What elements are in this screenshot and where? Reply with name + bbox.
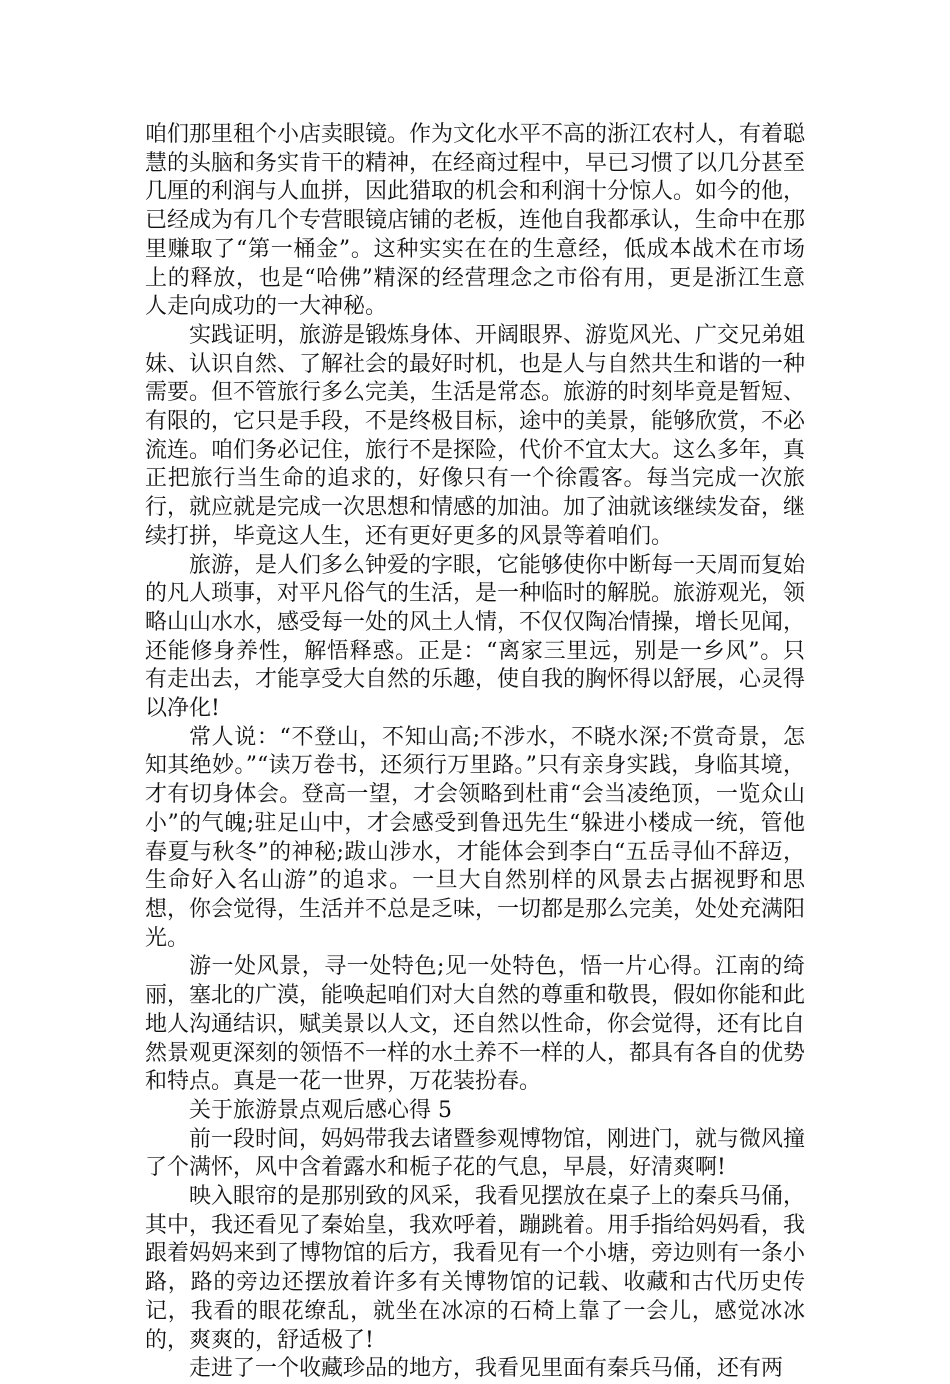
paragraph-6: 前一段时间，妈妈带我去诸暨参观博物馆，刚进门，就与微风撞了个满怀，风中含着露水和栀子花的气息，早晨，好清爽啊! (145, 1126, 806, 1181)
section-heading: 关于旅游景点观后感心得 5 (189, 1097, 452, 1123)
paragraph-5: 游一处风景，寻一处特色;见一处特色，悟一片心得。江南的绮丽，塞北的广漠，能唤起咱们对大自然的尊重和敬畏，假如你能和此地人沟通结识，赋美景以人文，还自然以性命，你会觉得，还有比自然景观更深刻的领悟不一样的水土养不一样的人，都具有各自的优势和特点。真是一花一世界，万花装扮春。 (145, 954, 806, 1095)
paragraph-3: 旅游，是人们多么钟爱的字眼，它能够使你中断每一天周而复始的凡人琐事，对平凡俗气的生活，是一种临时的解脱。旅游观光，领略山山水水，感受每一处的风土人情，不仅仅陶冶情操，增长见闻，还能修身养性，解悟释惑。正是：“离家三里远，别是一乡风”。只有走出去，才能享受大自然的乐趣，使自我的胸怀得以舒展，心灵得以净化! (145, 552, 806, 722)
paragraph-7: 映入眼帘的是那别致的风采，我看见摆放在桌子上的秦兵马俑，其中，我还看见了秦始皇，我欢呼着，蹦跳着。用手指给妈妈看，我跟着妈妈来到了博物馆的后方，我看见有一个小塘，旁边则有一条小路，路的旁边还摆放着许多有关博物馆的记载、收藏和古代历史传记，我看的眼花缭乱，就坐在冰凉的石椅上靠了一会儿，感觉冰冰的，爽爽的，舒适极了! (145, 1184, 806, 1353)
paragraph-4: 常人说：“不登山，不知山高;不涉水，不晓水深;不赏奇景，怎知其绝妙。”“读万卷书，还须行万里路。”只有亲身实践，身临其境，才有切身体会。登高一望，才会领略到杜甫“会当凌绝顶，一览众山小”的气魄;驻足山中，才会感受到鲁迅先生“躲进小楼成一统，管他春夏与秋冬”的神秘;跋山涉水，才能体会到李白“五岳寻仙不辞迈，生命好入名山游”的追求。一旦大自然别样的风景去占据视野和思想，你会觉得，生活并不总是乏味，一切都是那么完美，处处充满阳光。 (145, 724, 806, 951)
paragraph-8: 走进了一个收藏珍品的地方，我看见里面有秦兵马俑，还有两 (189, 1356, 784, 1382)
paragraph-2: 实践证明，旅游是锻炼身体、开阔眼界、游览风光、广交兄弟姐妹、认识自然、了解社会的最好时机，也是人与自然共生和谐的一种需要。但不管旅行多么完美，生活是常态。旅游的时刻毕竟是暂短、有限的，它只是手段，不是终极目标，途中的美景，能够欣赏，不必流连。咱们务必记住，旅行不是探险，代价不宜太大。这么多年，真正把旅行当生命的追求的，好像只有一个徐霞客。每当完成一次旅行，就应就是完成一次思想和情感的加油。加了油就该继续发奋，继续打拼，毕竟这人生，还有更好更多的风景等着咱们。 (145, 322, 806, 549)
paragraph-1: 咱们那里租个小店卖眼镜。作为文化水平不高的浙江农村人，有着聪慧的头脑和务实肯干的精神，在经商过程中，早已习惯了以几分甚至几厘的利润与人血拼，因此猎取的机会和利润十分惊人。如今的他，已经成为有几个专营眼镜店铺的老板，连他自我都承认，生命中在那里赚取了“第一桶金”。这种实实在在的生意经，低成本战术在市场上的释放，也是“哈佛”精深的经营理念之市俗有用，更是浙江生意人走向成功的一大神秘。 (145, 122, 806, 320)
document-body (145, 121, 805, 1384)
